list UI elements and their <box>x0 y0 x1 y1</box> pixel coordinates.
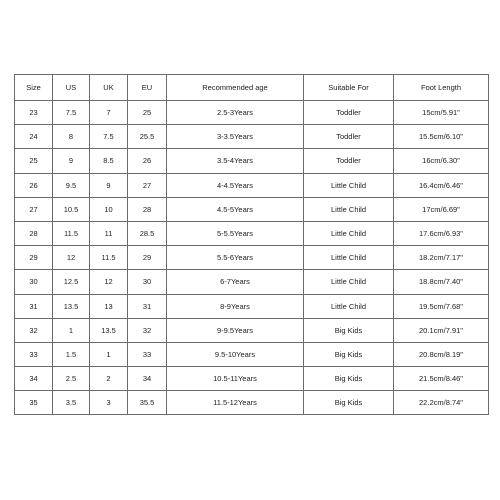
cell-uk: 8.5 <box>90 149 128 173</box>
cell-foot-length: 20.1cm/7.91" <box>394 318 489 342</box>
cell-uk: 9 <box>90 173 128 197</box>
cell-eu: 26 <box>128 149 167 173</box>
cell-recommended-age: 8-9Years <box>167 294 304 318</box>
cell-uk: 7.5 <box>90 125 128 149</box>
cell-uk: 2 <box>90 367 128 391</box>
cell-foot-length: 19.5cm/7.68" <box>394 294 489 318</box>
size-chart-table <box>14 74 489 415</box>
cell-size: 23 <box>15 101 53 125</box>
cell-suitable-for: Big Kids <box>304 318 394 342</box>
cell-suitable-for: Little Child <box>304 221 394 245</box>
cell-eu: 34 <box>128 367 167 391</box>
cell-eu: 30 <box>128 270 167 294</box>
table-row <box>15 270 489 294</box>
header-suitable-for: Suitable For <box>304 75 394 101</box>
cell-recommended-age: 2.5-3Years <box>167 101 304 125</box>
cell-size: 28 <box>15 221 53 245</box>
cell-us: 2.5 <box>53 367 90 391</box>
cell-uk: 13.5 <box>90 318 128 342</box>
cell-recommended-age: 11.5-12Years <box>167 391 304 415</box>
cell-uk: 13 <box>90 294 128 318</box>
table-row <box>15 391 489 415</box>
cell-suitable-for: Toddler <box>304 125 394 149</box>
cell-uk: 11.5 <box>90 246 128 270</box>
cell-suitable-for: Big Kids <box>304 342 394 366</box>
cell-eu: 25.5 <box>128 125 167 149</box>
cell-uk: 1 <box>90 342 128 366</box>
cell-size: 35 <box>15 391 53 415</box>
cell-suitable-for: Little Child <box>304 270 394 294</box>
cell-eu: 31 <box>128 294 167 318</box>
table-row <box>15 318 489 342</box>
cell-us: 1.5 <box>53 342 90 366</box>
cell-size: 29 <box>15 246 53 270</box>
cell-suitable-for: Big Kids <box>304 391 394 415</box>
cell-size: 30 <box>15 270 53 294</box>
cell-recommended-age: 4.5-5Years <box>167 197 304 221</box>
cell-foot-length: 16cm/6.30" <box>394 149 489 173</box>
cell-uk: 12 <box>90 270 128 294</box>
cell-recommended-age: 5-5.5Years <box>167 221 304 245</box>
table-row <box>15 149 489 173</box>
cell-recommended-age: 9.5-10Years <box>167 342 304 366</box>
cell-size: 34 <box>15 367 53 391</box>
table-row <box>15 367 489 391</box>
table-row <box>15 221 489 245</box>
cell-uk: 10 <box>90 197 128 221</box>
cell-size: 25 <box>15 149 53 173</box>
header-eu: EU <box>128 75 167 101</box>
cell-uk: 3 <box>90 391 128 415</box>
cell-eu: 35.5 <box>128 391 167 415</box>
table-row <box>15 246 489 270</box>
cell-foot-length: 20.8cm/8.19" <box>394 342 489 366</box>
cell-size: 31 <box>15 294 53 318</box>
cell-eu: 32 <box>128 318 167 342</box>
cell-foot-length: 21.5cm/8.46" <box>394 367 489 391</box>
cell-uk: 11 <box>90 221 128 245</box>
cell-suitable-for: Little Child <box>304 173 394 197</box>
cell-suitable-for: Little Child <box>304 294 394 318</box>
cell-foot-length: 17.6cm/6.93" <box>394 221 489 245</box>
cell-suitable-for: Little Child <box>304 197 394 221</box>
header-foot-length: Foot Length <box>394 75 489 101</box>
cell-foot-length: 22.2cm/8.74" <box>394 391 489 415</box>
cell-us: 9.5 <box>53 173 90 197</box>
cell-us: 3.5 <box>53 391 90 415</box>
cell-eu: 28 <box>128 197 167 221</box>
header-us: US <box>53 75 90 101</box>
cell-size: 26 <box>15 173 53 197</box>
cell-size: 33 <box>15 342 53 366</box>
table-header-row <box>15 75 489 101</box>
table-row <box>15 342 489 366</box>
cell-foot-length: 18.8cm/7.40" <box>394 270 489 294</box>
cell-foot-length: 18.2cm/7.17" <box>394 246 489 270</box>
cell-recommended-age: 3.5-4Years <box>167 149 304 173</box>
cell-suitable-for: Toddler <box>304 101 394 125</box>
cell-suitable-for: Big Kids <box>304 367 394 391</box>
cell-recommended-age: 6-7Years <box>167 270 304 294</box>
table-row <box>15 197 489 221</box>
table-row <box>15 294 489 318</box>
cell-size: 27 <box>15 197 53 221</box>
cell-recommended-age: 4-4.5Years <box>167 173 304 197</box>
cell-us: 1 <box>53 318 90 342</box>
header-size: Size <box>15 75 53 101</box>
cell-us: 9 <box>53 149 90 173</box>
cell-foot-length: 15.5cm/6.10" <box>394 125 489 149</box>
table-row <box>15 125 489 149</box>
cell-size: 32 <box>15 318 53 342</box>
cell-eu: 27 <box>128 173 167 197</box>
cell-us: 11.5 <box>53 221 90 245</box>
cell-us: 12.5 <box>53 270 90 294</box>
cell-eu: 25 <box>128 101 167 125</box>
table-row <box>15 101 489 125</box>
table-row <box>15 173 489 197</box>
cell-suitable-for: Little Child <box>304 246 394 270</box>
cell-foot-length: 15cm/5.91" <box>394 101 489 125</box>
cell-recommended-age: 9-9.5Years <box>167 318 304 342</box>
cell-us: 12 <box>53 246 90 270</box>
cell-uk: 7 <box>90 101 128 125</box>
cell-eu: 28.5 <box>128 221 167 245</box>
cell-recommended-age: 10.5-11Years <box>167 367 304 391</box>
header-recommended-age: Recommended age <box>167 75 304 101</box>
cell-us: 7.5 <box>53 101 90 125</box>
cell-eu: 33 <box>128 342 167 366</box>
header-uk: UK <box>90 75 128 101</box>
cell-foot-length: 16.4cm/6.46" <box>394 173 489 197</box>
cell-foot-length: 17cm/6.69" <box>394 197 489 221</box>
cell-eu: 29 <box>128 246 167 270</box>
cell-suitable-for: Toddler <box>304 149 394 173</box>
cell-size: 24 <box>15 125 53 149</box>
cell-recommended-age: 3-3.5Years <box>167 125 304 149</box>
cell-us: 8 <box>53 125 90 149</box>
cell-us: 13.5 <box>53 294 90 318</box>
cell-recommended-age: 5.5-6Years <box>167 246 304 270</box>
cell-us: 10.5 <box>53 197 90 221</box>
